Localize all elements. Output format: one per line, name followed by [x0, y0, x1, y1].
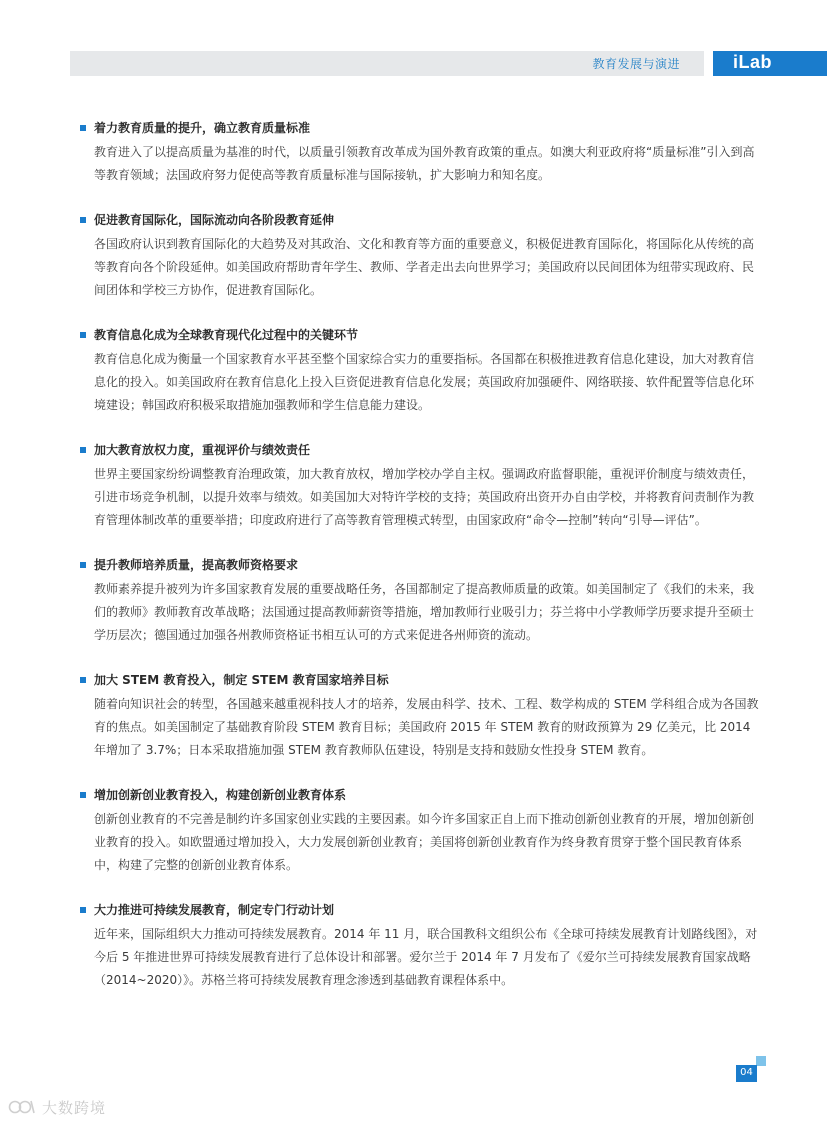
square-bullet-icon	[80, 125, 86, 131]
section-heading: 提升教师培养质量，提高教师资格要求	[94, 558, 299, 572]
section-stem	[80, 670, 760, 762]
brand-logo: iLab	[733, 52, 773, 72]
square-bullet-icon	[80, 332, 86, 338]
article-content	[80, 118, 760, 1015]
section-body: 近年来，国际组织大力推动可持续发展教育。2014 年 11 月，联合国教科文组织公布《全球可持续发展教育计划路线图》，对今后 5 年推进世界可持续发展教育进行了总体设计和部署。爱尔兰于 2014 年 7 月发布了《爱尔兰可持续发展教育国家战略（2014~2020）》。苏格兰将可持续发展教育理念渗透到基础教育课程体系中。	[94, 927, 758, 987]
section-heading: 加大教育放权力度，重视评价与绩效责任	[94, 443, 311, 457]
page-number-box	[736, 1065, 757, 1082]
section-teacher-quality	[80, 555, 760, 647]
square-bullet-icon	[80, 447, 86, 453]
square-bullet-icon	[80, 562, 86, 568]
section-body: 教育进入了以提高质量为基准的时代，以质量引领教育改革成为国外教育政策的重点。如澳大利亚政府将“质量标准”引入到高等教育领域；法国政府努力促使高等教育质量标准与国际接轨，扩大影响力和知名度。	[94, 145, 755, 182]
page-number: 04	[740, 1067, 753, 1078]
section-body: 创新创业教育的不完善是制约许多国家创业实践的主要因素。如今许多国家正自上而下推动创新创业教育的开展，增加创新创业教育的投入。如欧盟通过增加投入，大力发展创新创业教育；美国将创新创业教育作为终身教育贯穿于整个国民教育体系中，构建了完整的创新创业教育体系。	[94, 812, 755, 872]
section-entrepreneurship	[80, 785, 760, 877]
square-bullet-icon	[80, 907, 86, 913]
header-bar	[70, 51, 704, 76]
section-quality	[80, 118, 760, 187]
watermark-logo-icon	[8, 1097, 36, 1117]
section-body: 教育信息化成为衡量一个国家教育水平甚至整个国家综合实力的重要指标。各国都在积极推进教育信息化建设，加大对教育信息化的投入。如美国政府在教育信息化上投入巨资促进教育信息化发展；英国政府加强硬件、网络联接、软件配置等信息化环境建设；韩国政府积极采取措施加强教师和学生信息能力建设。	[94, 352, 755, 412]
section-heading: 大力推进可持续发展教育，制定专门行动计划	[94, 903, 335, 917]
section-internationalization	[80, 210, 760, 302]
header-title: 教育发展与演进	[592, 57, 680, 71]
square-bullet-icon	[80, 677, 86, 683]
section-heading: 着力教育质量的提升，确立教育质量标准	[94, 121, 311, 135]
section-heading: 教育信息化成为全球教育现代化过程中的关键环节	[94, 328, 359, 342]
section-decentralization	[80, 440, 760, 532]
page-corner-decoration	[756, 1056, 766, 1066]
section-body: 教师素养提升被列为许多国家教育发展的重要战略任务，各国都制定了提高教师质量的政策。如美国制定了《我们的未来，我们的教师》教师教育改革战略；法国通过提高教师薪资等措施，增加教师行业吸引力；芬兰将中小学教师学历要求提升至硕士学历层次；德国通过加强各州教师资格证书相互认可的方式来促进各州师资的流动。	[94, 582, 755, 642]
watermark-text: 大数跨境	[42, 1098, 107, 1117]
section-body: 随着向知识社会的转型，各国越来越重视科技人才的培养，发展由科学、技术、工程、数学构成的 STEM 学科组合成为各国教育的焦点。如美国制定了基础教育阶段 STEM 教育目标；美国政府 2015 年 STEM 教育的财政预算为 29 亿美元，比 2014 年增加了 3.7%；日本采取措施加强 STEM 教育教师队伍建设，特别是支持和鼓励女性投身 STEM 教育。	[94, 697, 759, 757]
square-bullet-icon	[80, 217, 86, 223]
section-heading: 增加创新创业教育投入，构建创新创业教育体系	[94, 788, 347, 802]
section-body: 各国政府认识到教育国际化的大趋势及对其政治、文化和教育等方面的重要意义，积极促进教育国际化，将国际化从传统的高等教育向各个阶段延伸。如美国政府帮助青年学生、教师、学者走出去向世界学习；美国政府以民间团体为纽带实现政府、民间团体和学校三方协作，促进教育国际化。	[94, 237, 755, 297]
square-bullet-icon	[80, 792, 86, 798]
section-body: 世界主要国家纷纷调整教育治理政策，加大教育放权，增加学校办学自主权。强调政府监督职能，重视评价制度与绩效责任，引进市场竞争机制，以提升效率与绩效。如美国加大对特许学校的支持；英国政府出资开办自由学校，并将教育问责制作为教育管理体制改革的重要举措；印度政府进行了高等教育管理模式转型，由国家政府“命令—控制”转向“引导—评估”。	[94, 467, 755, 527]
section-informatization	[80, 325, 760, 417]
section-heading: 加大 STEM 教育投入，制定 STEM 教育国家培养目标	[94, 673, 389, 687]
brand-block	[713, 51, 827, 76]
watermark	[8, 1096, 106, 1118]
section-heading: 促进教育国际化，国际流动向各阶段教育延伸	[94, 213, 335, 227]
section-sustainability	[80, 900, 760, 992]
